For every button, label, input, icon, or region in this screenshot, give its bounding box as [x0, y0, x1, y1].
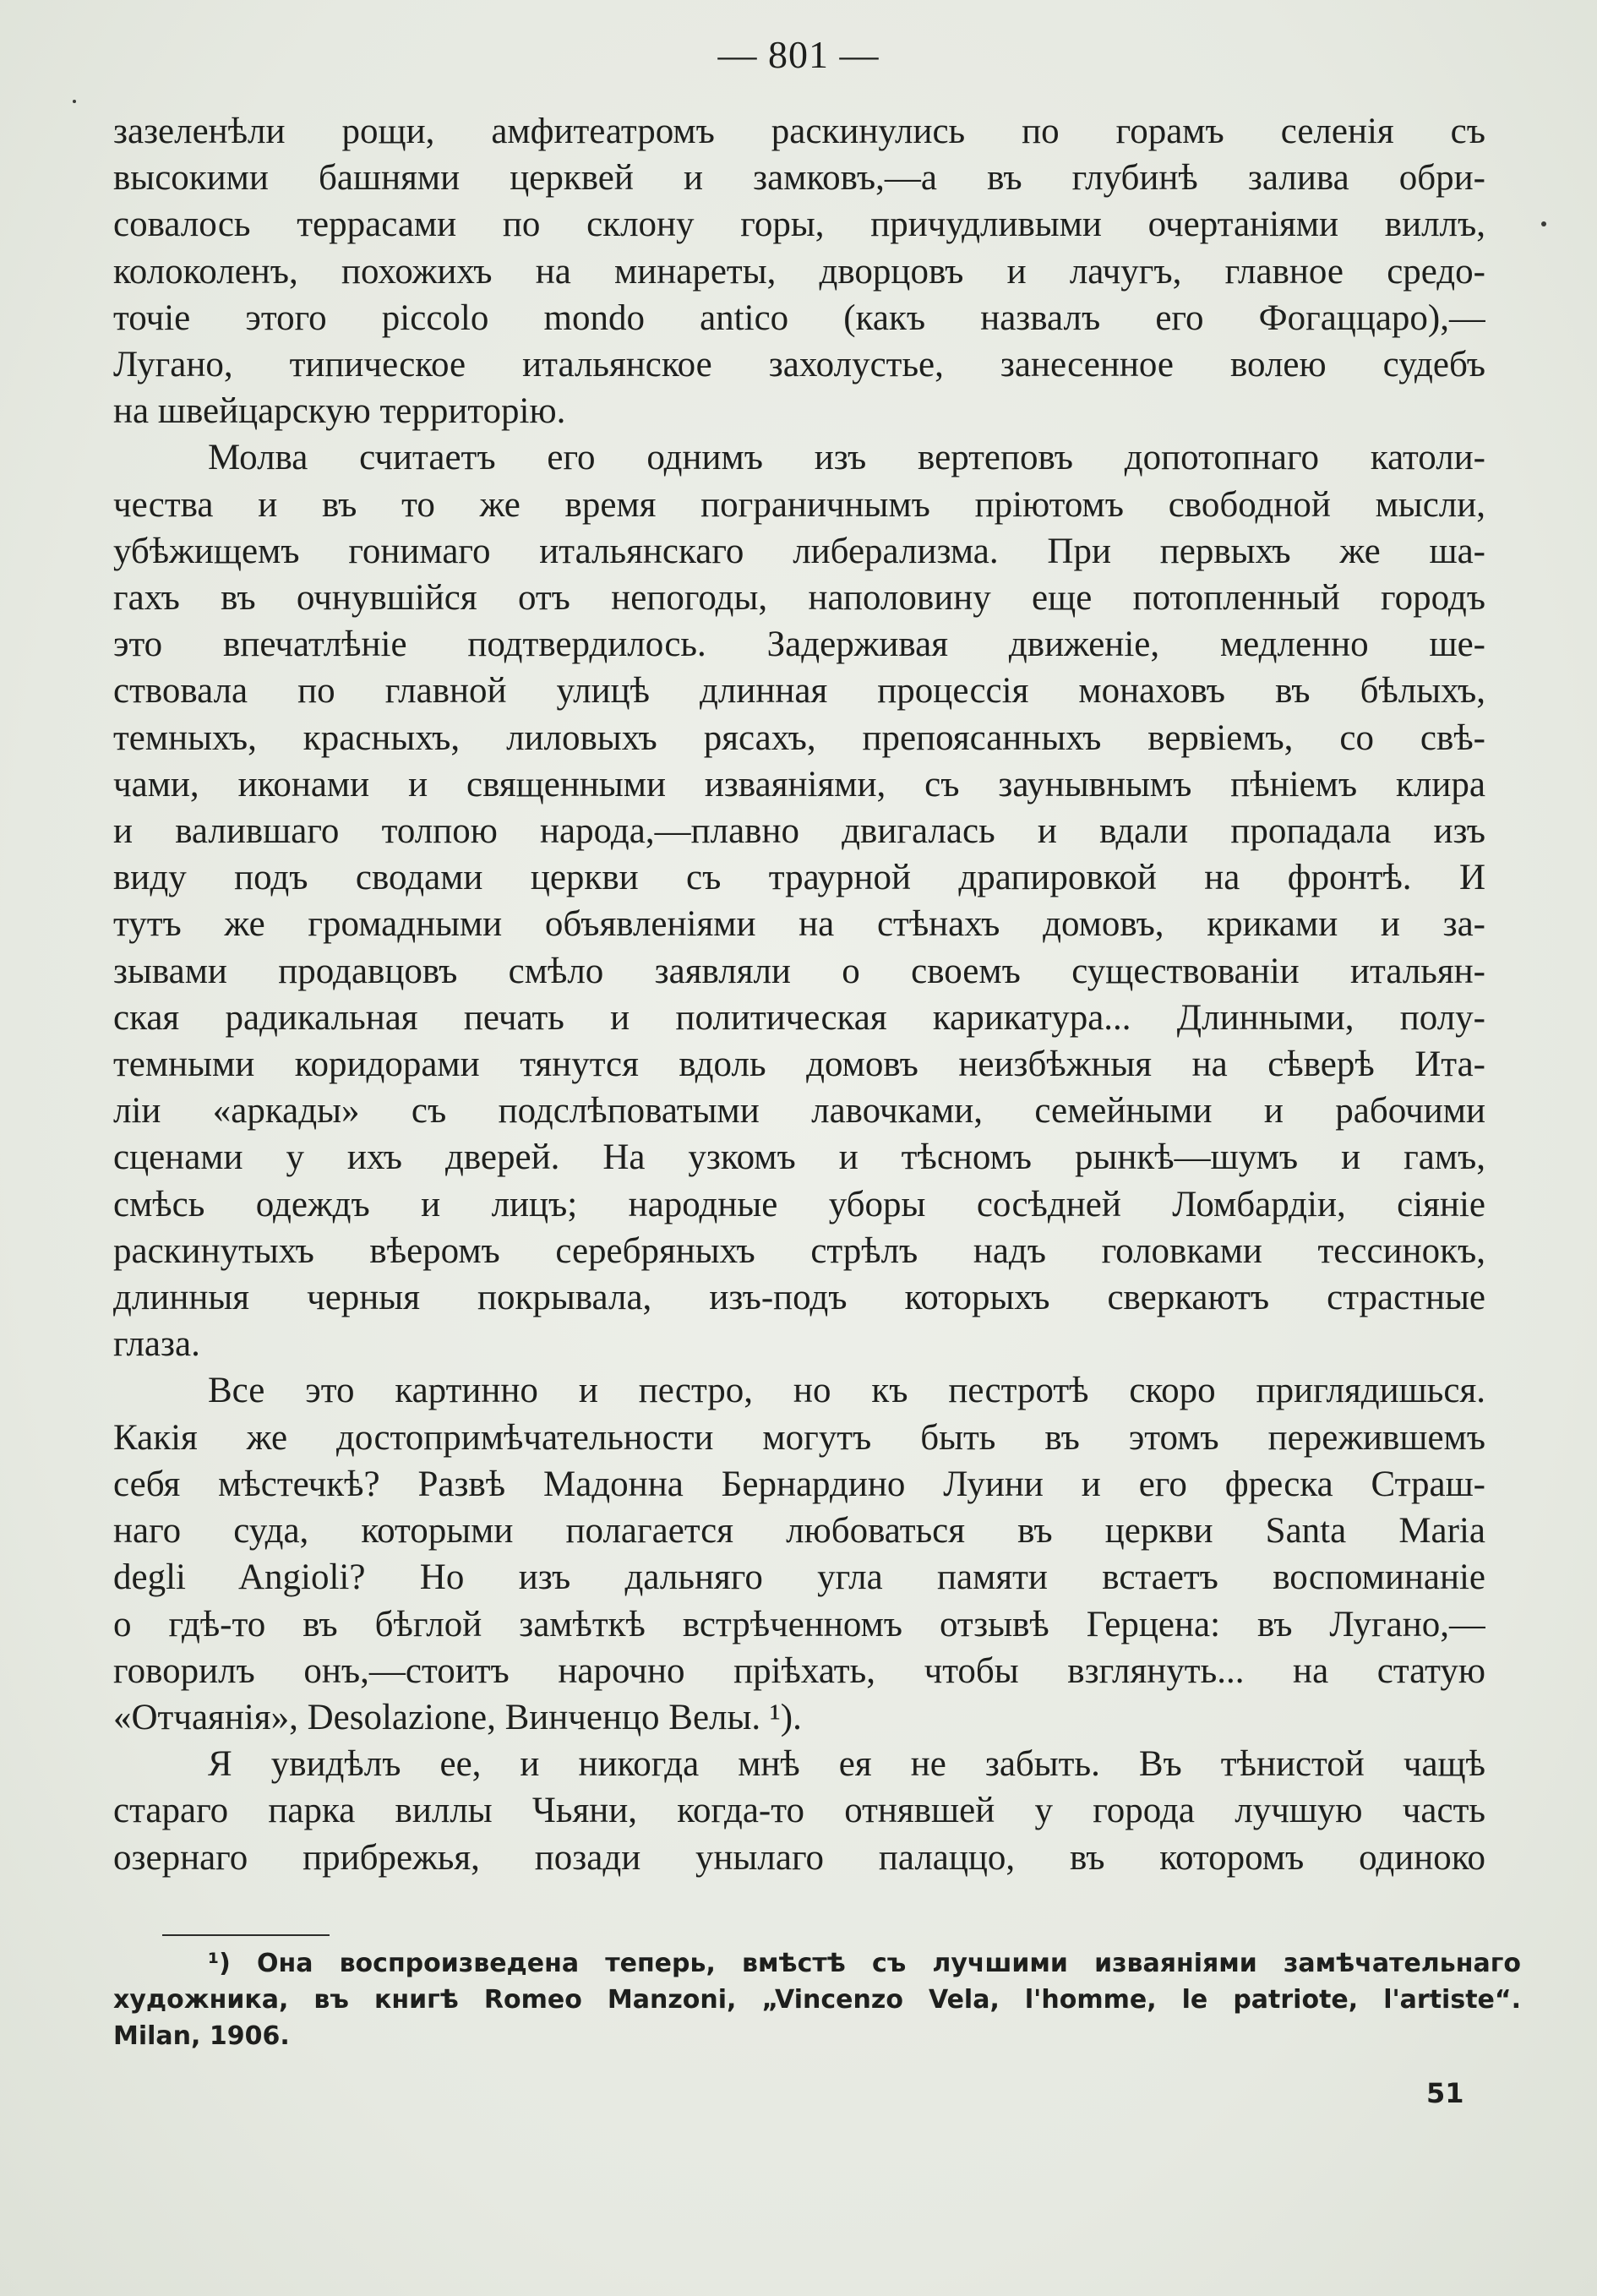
ink-speck: [73, 100, 76, 103]
text-line: длинныя черныя покрывала, изъ-подъ которыхъ сверкаютъ страстные: [113, 1278, 1485, 1318]
text-line: на швейцарскую территорію.: [113, 391, 566, 432]
text-line: Какія же достопримѣчательности могутъ быть въ этомъ пережившемъ: [113, 1417, 1485, 1458]
text-line: «Отчаянія», Desolazione, Винченцо Велы. ¹).: [113, 1697, 802, 1737]
paragraph-2: [113, 434, 1485, 1367]
text-line: раскинутыхъ вѣеромъ серебряныхъ стрѣлъ надъ головками тессинокъ,: [113, 1230, 1485, 1271]
text-line: тутъ же громадными объявленіями на стѣнахъ домовъ, криками и за-: [113, 904, 1485, 945]
body-text: [113, 108, 1485, 1881]
paragraph-4: [113, 1741, 1485, 1881]
text-line: озернаго прибрежья, позади унылаго палаццо, въ которомъ одиноко: [113, 1837, 1485, 1878]
footnote-line: ¹) Она воспроизведена теперь, вмѣстѣ съ лучшими изваяніями замѣчательнаго: [208, 1949, 1521, 1978]
footnote: [113, 1945, 1521, 2054]
paragraph-1: [113, 108, 1485, 434]
text-line: это впечатлѣніе подтвердилось. Задерживая движеніе, медленно ше-: [113, 624, 1485, 665]
signature-mark: 51: [1426, 2077, 1464, 2109]
text-line: точіе этого piccolo mondo antico (какъ назвалъ его Фогаццаро),—: [113, 297, 1485, 338]
footnote-line: художника, въ книгѣ Romeo Manzoni, „Vincenzo Vela, l'homme, le patriote, l'artiste“.: [113, 1985, 1521, 2015]
text-line: глаза.: [113, 1324, 200, 1365]
text-line: виду подъ сводами церкви съ траурной драпировкой на фронтѣ. И: [113, 858, 1485, 898]
text-line: совалось террасами по склону горы, причудливыми очертаніями виллъ,: [113, 205, 1485, 245]
text-line: темными коридорами тянутся вдоль домовъ неизбѣжныя на сѣверѣ Ита-: [113, 1044, 1485, 1085]
ink-speck: [1541, 221, 1546, 226]
text-line: Я увидѣлъ ее, и никогда мнѣ ея не забыть. Въ тѣнистой чащѣ: [208, 1744, 1485, 1785]
text-line: гахъ въ очнувшійся отъ непогоды, наполовину еще потопленный городъ: [113, 578, 1485, 619]
text-line: убѣжищемъ гонимаго итальянскаго либерализма. При первыхъ же ша-: [113, 531, 1485, 571]
text-line: темныхъ, красныхъ, лиловыхъ рясахъ, препоясанныхъ вервіемъ, со свѣ-: [113, 717, 1485, 758]
page-number: — 801 —: [717, 33, 880, 76]
text-line: Молва считаетъ его однимъ изъ вертеповъ допотопнаго католи-: [208, 438, 1485, 478]
footnote-line: Milan, 1906.: [113, 2021, 290, 2051]
text-line: высокими башнями церквей и замковъ,—а въ глубинѣ залива обри-: [113, 158, 1485, 199]
text-line: чами, иконами и священными изваяніями, съ заунывнымъ пѣніемъ клира: [113, 764, 1485, 804]
text-line: зывами продавцовъ смѣло заявляли о своемъ существованіи итальян-: [113, 951, 1485, 991]
footnote-divider: [162, 1934, 330, 1936]
text-line: зазеленѣли рощи, амфитеатромъ раскинулись по горамъ селенія съ: [113, 112, 1485, 151]
text-line: говорилъ онъ,—стоитъ нарочно пріѣхать, чтобы взглянуть... на статую: [113, 1650, 1485, 1691]
text-line: ская радикальная печать и политическая карикатура... Длинными, полу-: [113, 997, 1485, 1038]
text-line: о гдѣ-то въ бѣглой замѣткѣ встрѣченномъ отзывѣ Герцена: въ Лугано,—: [113, 1604, 1485, 1644]
text-line: degli Angioli? Но изъ дальняго угла памяти встаетъ воспоминаніе: [113, 1557, 1485, 1598]
text-line: Лугано, типическое итальянское захолустье, занесенное волею судебъ: [113, 345, 1485, 385]
text-line: ствовала по главной улицѣ длинная процессія монаховъ въ бѣлыхъ,: [113, 671, 1485, 712]
text-line: наго суда, которыми полагается любоваться въ церкви Santa Maria: [113, 1511, 1485, 1552]
text-line: ліи «аркады» съ подслѣповатыми лавочками, семейными и рабочими: [113, 1091, 1485, 1132]
text-line: колоколенъ, похожихъ на минареты, дворцовъ и лачугъ, главное средо-: [113, 251, 1485, 292]
text-line: себя мѣстечкѣ? Развѣ Мадонна Бернардино Луини и его фреска Страш-: [113, 1464, 1485, 1504]
paragraph-3: [113, 1367, 1485, 1741]
text-line: сценами у ихъ дверей. На узкомъ и тѣсномъ рынкѣ—шумъ и гамъ,: [113, 1137, 1485, 1178]
text-line: чества и въ то же время пограничнымъ пріютомъ свободной мысли,: [113, 484, 1485, 525]
text-line: стараго парка виллы Чьяни, когда-то отнявшей у города лучшую часть: [113, 1791, 1485, 1831]
text-line: и валившаго толпою народа,—плавно двигалась и вдали пропадала изъ: [113, 811, 1485, 852]
text-line: смѣсь одеждъ и лицъ; народные уборы сосѣдней Ломбардіи, сіяніе: [113, 1184, 1485, 1224]
text-line: Все это картинно и пестро, но къ пестротѣ скоро приглядишься.: [208, 1371, 1485, 1411]
